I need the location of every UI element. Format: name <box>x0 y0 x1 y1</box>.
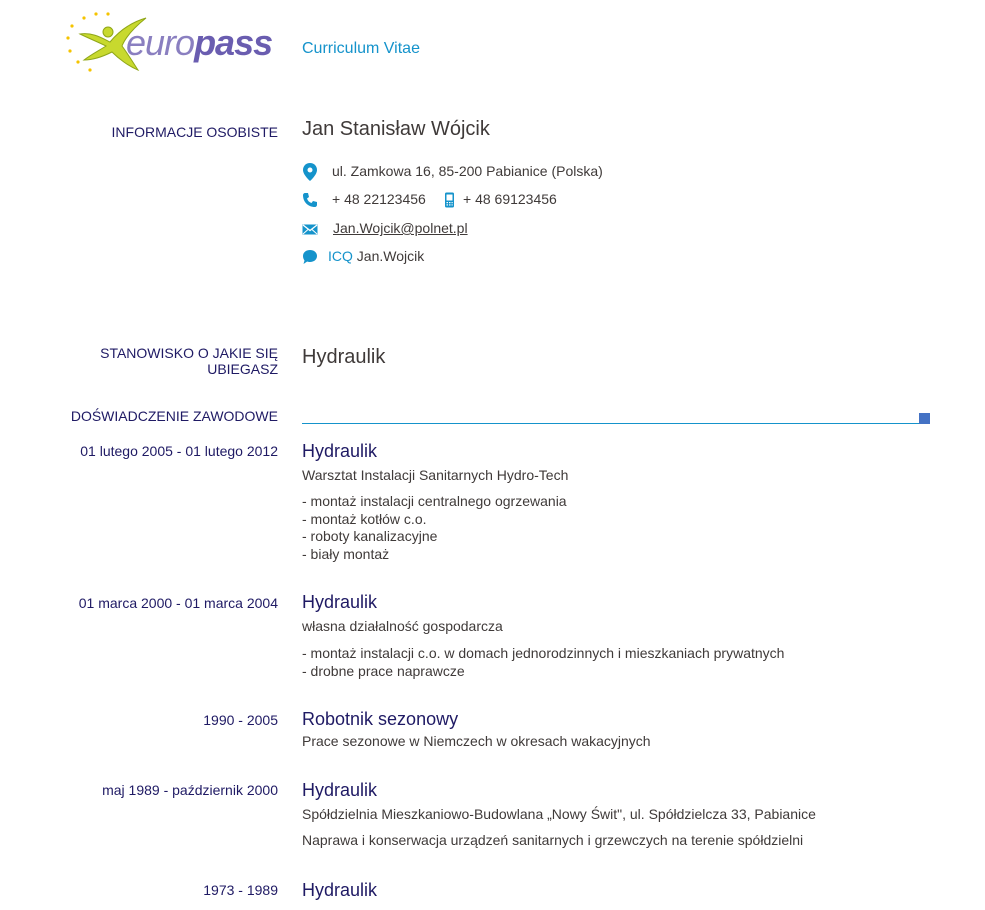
work-experience-label: DOŚWIADCZENIE ZAWODOWE <box>70 408 278 424</box>
address-text: ul. Zamkowa 16, 85-200 Pabianice (Polska) <box>332 163 603 179</box>
phone-number: + 48 22123456 <box>332 191 426 207</box>
position-label: STANOWISKO O JAKIE SIĘ UBIEGASZ <box>100 345 278 377</box>
job-title: Robotnik sezonowy <box>302 709 459 729</box>
job-title: Hydraulik <box>302 441 378 461</box>
email-envelope-icon <box>302 224 318 235</box>
duty-line: - biały montaż <box>302 545 390 562</box>
job-employer: Spółdzielnia Mieszkaniowo-Budowlana „Nowy Świt", ul. Spółdzielcza 33, Pabianice <box>302 806 816 822</box>
europass-logo <box>62 8 282 78</box>
duty-line: - roboty kanalizacyjne <box>302 528 438 544</box>
job-employer: własna działalność gospodarcza <box>302 618 503 634</box>
duty-line: - montaż kotłów c.o. <box>302 510 427 527</box>
full-name: Jan Stanisław Wójcik <box>302 118 490 140</box>
job-dates: 01 marca 2000 - 01 marca 2004 <box>78 595 278 611</box>
duty-line: Naprawa i konserwacja urządzeń sanitarnych i grzewczych na terenie spółdzielni <box>302 832 804 848</box>
duty-line: - montaż instalacji c.o. w domach jednorodzinnych i mieszkaniach prywatnych <box>302 645 785 661</box>
section-divider-line <box>302 423 922 424</box>
job-duties <box>302 832 803 850</box>
position-value: Hydraulik <box>302 346 386 368</box>
duty-line: - drobne prace naprawcze <box>302 662 465 679</box>
email-link[interactable]: Jan.Wojcik@polnet.pl <box>333 220 468 236</box>
phone-icon <box>302 192 318 208</box>
im-type-label: ICQ <box>328 248 353 264</box>
job-duties <box>302 645 784 680</box>
im-contact <box>328 248 424 264</box>
europass-wordmark: europass <box>126 22 273 63</box>
job-duties <box>302 493 567 563</box>
chat-bubble-icon <box>302 249 318 265</box>
document-title: Curriculum Vitae <box>302 40 420 57</box>
personal-info-label: INFORMACJE OSOBISTE <box>111 124 278 140</box>
job-title: Hydraulik <box>302 592 378 612</box>
duty-line: - montaż instalacji centralnego ogrzewania <box>302 493 567 509</box>
section-divider-marker <box>919 413 930 424</box>
job-title: Hydraulik <box>302 780 378 800</box>
location-pin-icon <box>303 163 317 181</box>
job-dates: 1990 - 2005 <box>203 712 278 728</box>
job-dates: maj 1989 - październik 2000 <box>102 782 278 798</box>
job-title: Hydraulik <box>302 880 378 900</box>
job-dates: 1973 - 1989 <box>203 882 278 898</box>
job-employer: Prace sezonowe w Niemczech w okresach wakacyjnych <box>302 733 651 749</box>
job-dates: 01 lutego 2005 - 01 lutego 2012 <box>80 443 278 459</box>
mobile-number: + 48 69123456 <box>463 191 557 207</box>
mobile-phone-icon <box>444 192 455 208</box>
job-employer: Warsztat Instalacji Sanitarnych Hydro-Tech <box>302 467 569 483</box>
im-handle: Jan.Wojcik <box>356 248 425 264</box>
